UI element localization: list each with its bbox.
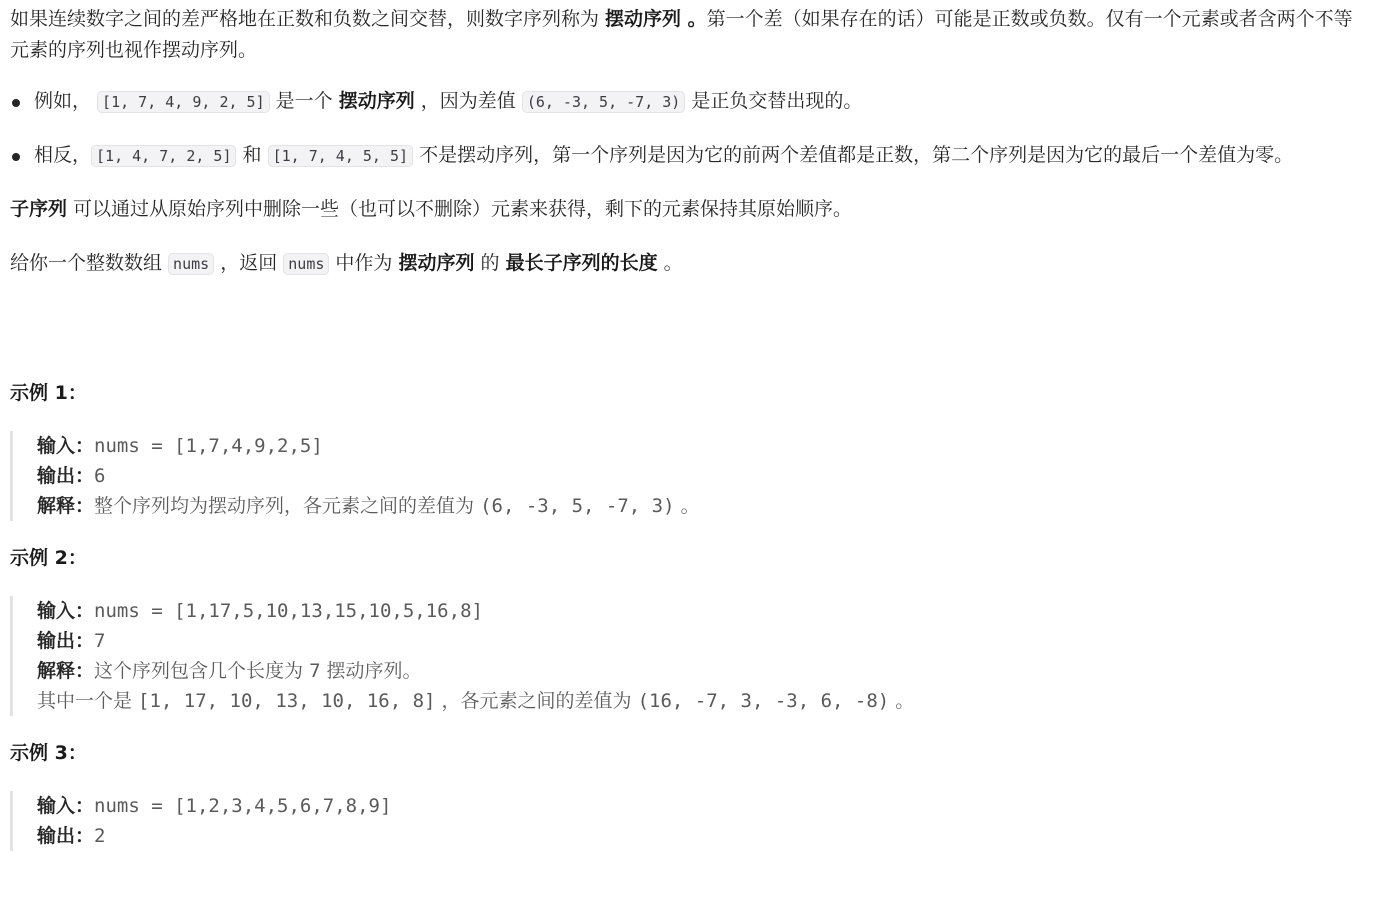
subsequence-term: 子序列 (10, 198, 68, 220)
intro-text-2: 第一个差（如果存在的话）可能是正数或负数。仅有一个元素或者含两个不等元素的序列也视作摆动序列。 (10, 8, 1353, 61)
explain-code: [1, 17, 10, 13, 10, 16, 8] (138, 690, 436, 712)
input-label: 输入： (37, 600, 95, 622)
task-text: ，返回 (214, 252, 284, 274)
note1-bold-term: 摆动序列 (338, 90, 415, 112)
example-output-line (37, 821, 1364, 851)
bullet-dot-icon (12, 99, 20, 107)
note2-prefix: 相反， (34, 144, 92, 166)
explain-code: 7 (309, 660, 321, 682)
explain-text: 这个序列包含几个长度为 (94, 660, 310, 682)
explain-label: 解释： (37, 495, 95, 517)
bullet-dot-icon (12, 153, 20, 161)
inline-code: nums (283, 253, 329, 275)
note2-text: 和 (236, 144, 268, 166)
explain-text: 其中一个是 (37, 690, 139, 712)
intro-paragraph (10, 4, 1364, 66)
example-input-line (37, 791, 1364, 821)
example-input-line (37, 431, 1364, 461)
explain-label: 解释： (37, 660, 95, 682)
task-text: 给你一个整数数组 (10, 252, 169, 274)
inline-code: [1, 7, 4, 9, 2, 5] (97, 91, 270, 113)
inline-code: nums (168, 253, 214, 275)
example-title: 示例 1： (10, 382, 87, 404)
explain-text: 摆动序列。 (320, 660, 422, 682)
example-block (10, 791, 1364, 851)
example-explain-line (37, 491, 1364, 521)
notes-list (10, 86, 1364, 172)
task-text: 中作为 (329, 252, 399, 274)
output-value: 6 (94, 465, 106, 487)
output-label: 输出： (37, 825, 95, 847)
explain-code: (16, -7, 3, -3, 6, -8) (637, 690, 890, 712)
output-value: 2 (94, 825, 106, 847)
subsequence-paragraph (10, 194, 1364, 225)
output-value: 7 (94, 630, 106, 652)
explain-text: ，各元素之间的差值为 (435, 690, 638, 712)
task-text: 。 (657, 252, 683, 274)
input-value: nums = [1,7,4,9,2,5] (94, 435, 323, 457)
explain-text: 。 (889, 690, 915, 712)
input-value: nums = [1,2,3,4,5,6,7,8,9] (94, 795, 392, 817)
example-input-line (37, 596, 1364, 626)
explain-code: (6, -3, 5, -7, 3) (480, 495, 675, 517)
input-value: nums = [1,17,5,10,13,15,10,5,16,8] (94, 600, 483, 622)
explain-text: 。 (674, 495, 700, 517)
note2-suffix: 不是摆动序列，第一个序列是因为它的前两个差值都是正数，第二个序列是因为它的最后一个差值为零。 (413, 144, 1294, 166)
output-label: 输出： (37, 630, 95, 652)
example-title: 示例 2： (10, 547, 87, 569)
example-explain-line (37, 656, 1364, 686)
intro-text-1: 如果连续数字之间的差严格地在正数和负数之间交替，则数字序列称为 (10, 8, 606, 30)
inline-code: (6, -3, 5, -7, 3) (522, 91, 686, 113)
example-output-line (37, 626, 1364, 656)
task-text: 的 (474, 252, 506, 274)
inline-code: [1, 7, 4, 5, 5] (268, 145, 413, 167)
note1-prefix: 例如， (34, 90, 98, 112)
explain-text: 整个序列均为摆动序列，各元素之间的差值为 (94, 495, 481, 517)
task-bold-term: 最长子序列的长度 (505, 252, 658, 274)
example-explain-line (37, 686, 1364, 716)
subsequence-text: 可以通过从原始序列中删除一些（也可以不删除）元素来获得，剩下的元素保持其原始顺序。 (67, 198, 853, 220)
example-block (10, 431, 1364, 521)
note1-suffix: 是正负交替出现的。 (685, 90, 863, 112)
task-paragraph (10, 248, 1364, 280)
note1-text: ，因为差值 (414, 90, 522, 112)
list-item (10, 86, 1364, 118)
example-output-line (37, 461, 1364, 491)
inline-code: [1, 4, 7, 2, 5] (91, 145, 236, 167)
example-title: 示例 3： (10, 742, 87, 764)
note1-text: 是一个 (269, 90, 339, 112)
task-bold-term: 摆动序列 (398, 252, 475, 274)
input-label: 输入： (37, 435, 95, 457)
input-label: 输入： (37, 795, 95, 817)
spacer (10, 303, 1364, 378)
list-item (10, 140, 1364, 172)
output-label: 输出： (37, 465, 95, 487)
example-block (10, 596, 1364, 716)
intro-bold-term: 摆动序列 。 (605, 8, 707, 30)
